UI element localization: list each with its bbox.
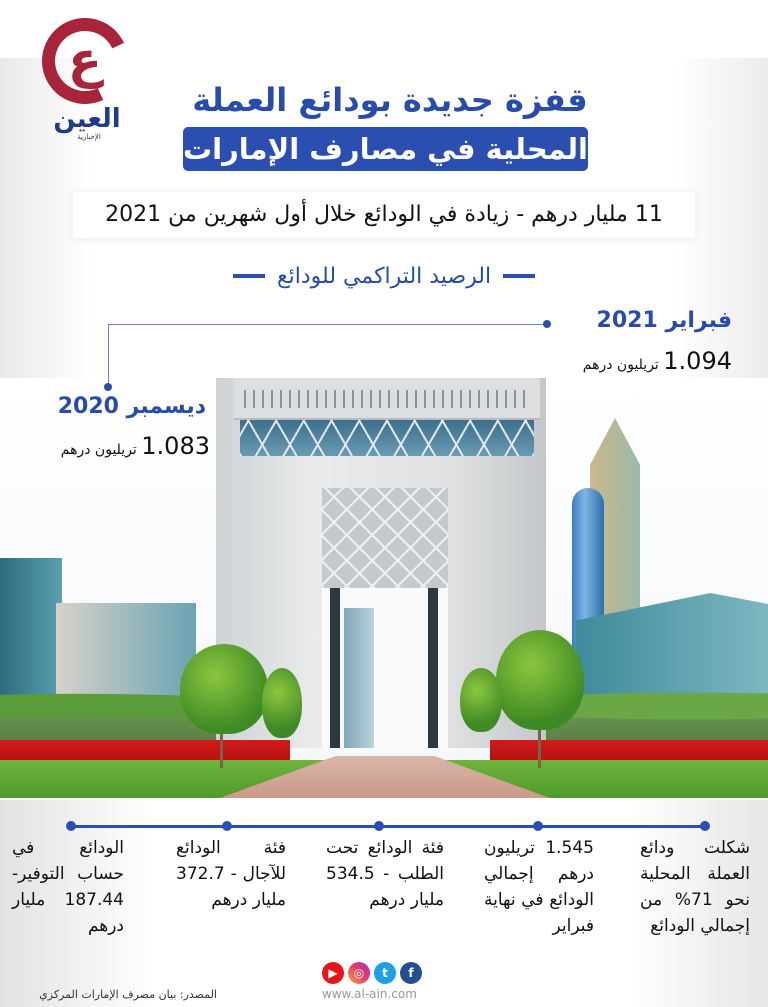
facts-timeline-line [71,825,705,828]
fact-item: الودائع في حساب التوفير- 187.44 مليار درهم [12,838,124,936]
gate-lattice-windows [240,420,534,456]
tree-left-1 [180,644,268,734]
fact-dot [700,821,710,831]
balance-date-dec-2020: ديسمبر 2020 [57,394,206,419]
balance-value-dec-2020 [26,432,210,460]
balance-unit: تريليون درهم [582,357,659,373]
headline-line-1: قفزة جديدة بودائع العملة [192,81,588,119]
section-heading-text: الرصيد التراكمي للودائع [276,263,492,289]
fact-dot [66,821,76,831]
gate-pillar-right [428,588,438,748]
balance-number: 1.094 [663,347,732,375]
tree-right-1 [496,630,584,730]
fact-item: شكلت ودائع العملة المحلية نحو 71% من إجمالي الودائع [640,838,750,936]
timeline-connector-horizontal [108,324,546,325]
heading-dash-left [233,274,265,278]
subtitle-banner: 11 مليار درهم - زيادة في الودائع خلال أول شهرين من 2021 [73,192,695,238]
heading-dash-right [503,274,535,278]
twitter-icon[interactable]: t [374,962,396,984]
facebook-icon[interactable]: f [400,962,422,984]
fact-dot [222,821,232,831]
distant-tower [344,608,374,748]
balance-unit: تريليون درهم [60,442,137,458]
logo-ain-icon: ع [67,31,103,89]
tree-left-2 [262,668,302,738]
fact-item: فئة الودائع تحت الطلب - 534.5 مليار درهم [326,838,444,910]
gate-top-windows [244,390,530,408]
timeline-dot-dec [104,383,112,391]
logo-wordmark: العين [53,104,121,134]
fact-dot [533,821,543,831]
timeline-dot-feb [543,320,551,328]
al-ain-logo[interactable] [40,18,130,141]
social-links [322,962,422,984]
balance-date-feb-2021: فبراير 2021 [596,308,732,333]
website-link[interactable]: www.al-ain.com [322,987,417,1001]
youtube-icon[interactable]: ▶ [322,962,344,984]
fact-dot [374,821,384,831]
logo-subtitle: الإخبارية [77,133,101,141]
headline-line-2: المحلية في مصارف الإمارات [183,127,588,171]
fact-item: 1.545 تريليون درهم إجمالي الودائع في نهاية فبراير [484,838,594,936]
balance-value-feb-2021 [583,347,732,375]
fact-item: فئة الودائع للآجال - 372.7 مليار درهم [176,838,286,910]
timeline-connector-vertical [108,324,109,388]
instagram-icon[interactable]: ◎ [348,962,370,984]
tree-right-2 [460,668,502,732]
section-heading [150,258,618,294]
balance-number: 1.083 [141,432,210,460]
gate-ceiling [322,488,448,588]
gate-pillar-left [330,588,340,748]
source-note: المصدر: بيان مصرف الإمارات المركزي [39,988,217,1001]
